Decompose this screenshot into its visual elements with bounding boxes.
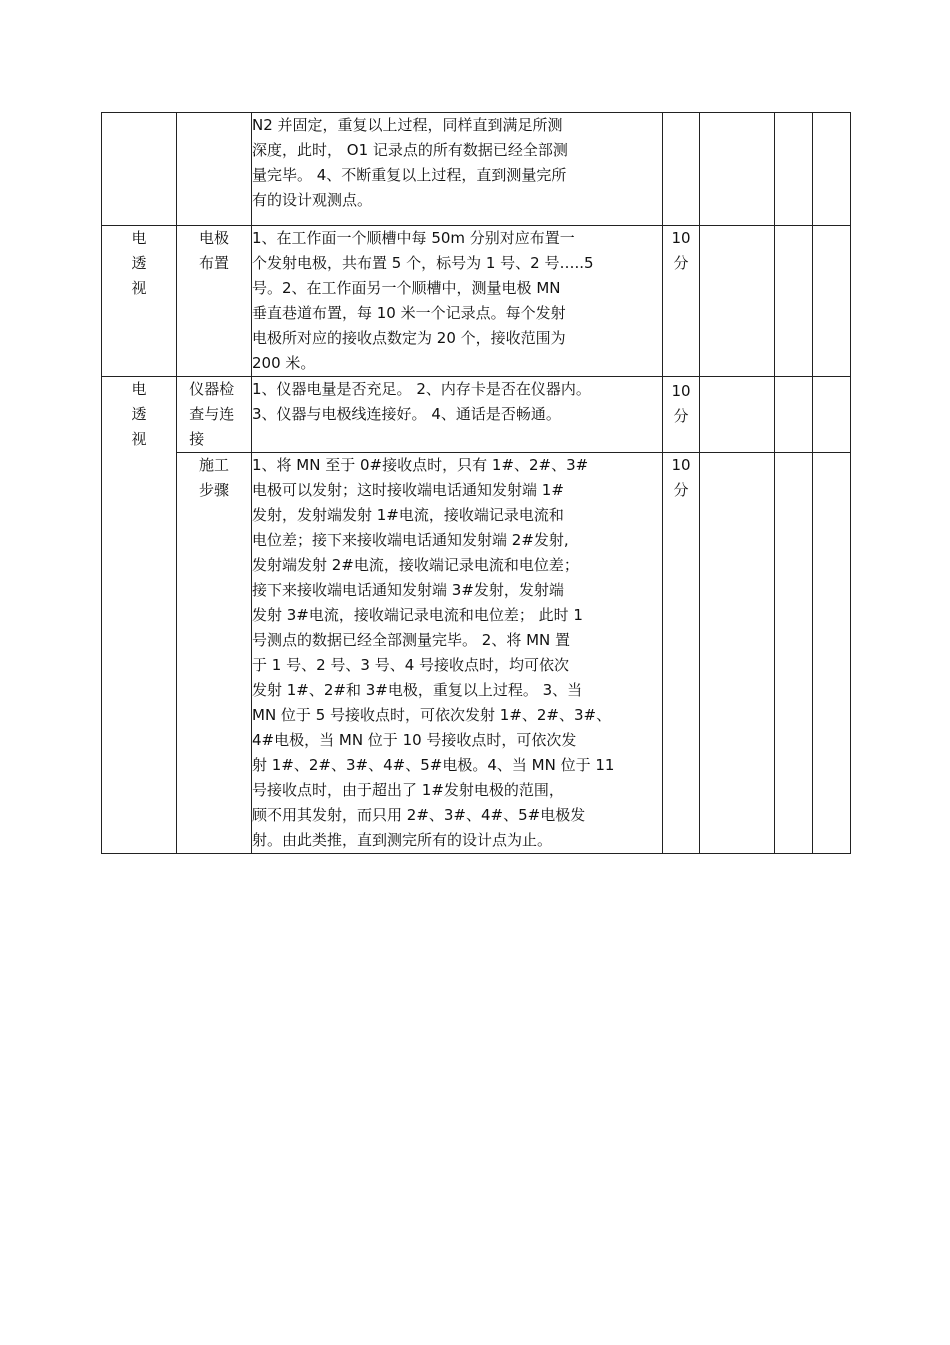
- description-line: 200 米。: [252, 354, 316, 372]
- empty-cell: [813, 453, 851, 854]
- empty-cell: [700, 113, 775, 226]
- description-line: 1、在工作面一个顺槽中每 50m 分别对应布置一: [252, 229, 575, 247]
- description-line: 号。2、在工作面另一个顺槽中，测量电极 MN: [252, 279, 561, 297]
- score-label: 10分: [671, 382, 691, 425]
- category-cell: [102, 377, 177, 854]
- description-line: N2 并固定，重复以上过程，同样直到满足所测: [252, 116, 563, 134]
- description-cell: [252, 226, 663, 377]
- description-line: 垂直巷道布置，每 10 米一个记录点。每个发射: [252, 304, 566, 322]
- subitem-cell: [177, 377, 252, 453]
- description-line: 射 1#、2#、3#、4#、5#电极。4、当 MN 位于 11: [252, 756, 615, 774]
- category-cell: [102, 226, 177, 377]
- description-line: 发射端发射 2#电流，接收端记录电流和电位差；: [252, 556, 579, 574]
- subitem-label: 仪器检查与连接: [189, 380, 235, 448]
- description-line: MN 位于 5 号接收点时，可依次发射 1#、2#、3#、: [252, 706, 612, 724]
- empty-cell: [775, 377, 813, 453]
- category-label: 电透视: [131, 229, 147, 297]
- empty-cell: [775, 113, 813, 226]
- description-line: 1、将 MN 至于 0#接收点时，只有 1#、2#、3#: [252, 456, 589, 474]
- table-row: [102, 377, 851, 453]
- score-cell: [663, 226, 700, 377]
- score-cell: [663, 453, 700, 854]
- description-cell: [252, 453, 663, 854]
- description-line: 有的设计观测点。: [252, 191, 373, 209]
- evaluation-table: [101, 112, 851, 854]
- subitem-label: 施工步骤: [198, 456, 229, 499]
- subitem-cell: [177, 113, 252, 226]
- empty-cell: [813, 377, 851, 453]
- description-line: 4#电极，当 MN 位于 10 号接收点时，可依次发: [252, 731, 577, 749]
- description-line: 于 1 号、2 号、3 号、4 号接收点时，均可依次: [252, 656, 570, 674]
- empty-cell: [700, 226, 775, 377]
- empty-cell: [700, 377, 775, 453]
- description-line: 量完毕。 4、不断重复以上过程，直到测量完所: [252, 166, 567, 184]
- table-row: [102, 226, 851, 377]
- category-label: 电透视: [131, 380, 147, 448]
- score-cell: [663, 377, 700, 453]
- score-cell: [663, 113, 700, 226]
- description-line: 接下来接收端电话通知发射端 3#发射，发射端: [252, 581, 564, 599]
- description-line: 发射，发射端发射 1#电流，接收端记录电流和: [252, 506, 564, 524]
- description-line: 电极所对应的接收点数定为 20 个，接收范围为: [252, 329, 566, 347]
- description-line: 发射 3#电流，接收端记录电流和电位差； 此时 1: [252, 606, 583, 624]
- subitem-cell: [177, 226, 252, 377]
- description-line: 号测点的数据已经全部测量完毕。 2、将 MN 置: [252, 631, 571, 649]
- description-line: 顾不用其发射，而只用 2#、3#、4#、5#电极发: [252, 806, 586, 824]
- description-line: 电位差；接下来接收端电话通知发射端 2#发射,: [252, 531, 569, 549]
- subitem-cell: [177, 453, 252, 854]
- subitem-label: 电极布置: [198, 229, 229, 272]
- description-line: 射。由此类推，直到测完所有的设计点为止。: [252, 831, 553, 849]
- empty-cell: [813, 113, 851, 226]
- empty-cell: [775, 453, 813, 854]
- empty-cell: [700, 453, 775, 854]
- description-cell: [252, 377, 663, 453]
- score-label: 10分: [671, 229, 691, 272]
- description-cell: [252, 113, 663, 226]
- score-label: 10分: [671, 456, 691, 499]
- description-line: 电极可以发射；这时接收端电话通知发射端 1#: [252, 481, 564, 499]
- empty-cell: [813, 226, 851, 377]
- description-line: 个发射电极，共布置 5 个，标号为 1 号、2 号…..5: [252, 254, 594, 272]
- description-line: 1、仪器电量是否充足。 2、内存卡是否在仪器内。: [252, 380, 591, 398]
- table-row: [102, 113, 851, 226]
- description-line: 3、仪器与电极线连接好。 4、通话是否畅通。: [252, 405, 561, 423]
- description-line: 号接收点时，由于超出了 1#发射电极的范围，: [252, 781, 564, 799]
- description-line: 深度，此时， O1 记录点的所有数据已经全部测: [252, 141, 568, 159]
- table-row: [102, 453, 851, 854]
- category-cell: [102, 113, 177, 226]
- description-line: 发射 1#、2#和 3#电极，重复以上过程。 3、当: [252, 681, 583, 699]
- empty-cell: [775, 226, 813, 377]
